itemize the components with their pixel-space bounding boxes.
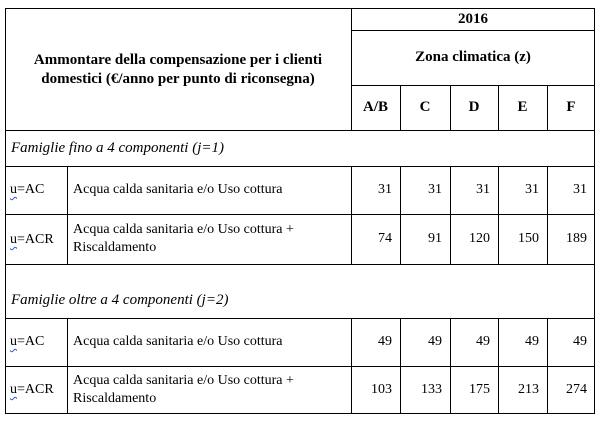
value-cell: 49 xyxy=(573,334,587,349)
value-cell: 133 xyxy=(421,382,442,397)
value-cell: 213 xyxy=(518,382,539,397)
row-code: u=ACR xyxy=(10,232,54,247)
zone-header: D xyxy=(468,99,480,115)
section-label: Famiglie fino a 4 componenti (j=1) xyxy=(11,139,225,156)
value-cell: 74 xyxy=(378,231,392,246)
value-cell: 31 xyxy=(428,182,442,197)
zone-header: F xyxy=(566,99,576,115)
value-cell: 150 xyxy=(518,231,539,246)
value-cell: 31 xyxy=(573,182,587,197)
value-cell: 31 xyxy=(378,182,392,197)
value-cell: 31 xyxy=(525,182,539,197)
year-header: 2016 xyxy=(458,10,488,27)
row-code: u=AC xyxy=(10,334,45,349)
zona-climatica-header: Zona climatica (z) xyxy=(415,49,531,65)
zone-header: C xyxy=(419,99,431,115)
row-description: Acqua calda sanitaria e/o Uso cottura + Riscaldamento xyxy=(73,373,294,406)
row-code: u=ACR xyxy=(10,382,54,397)
section-label: Famiglie oltre a 4 componenti (j=2) xyxy=(11,291,229,308)
table-title: Ammontare della compensazione per i clienti domestici (€/anno per punto di riconsegna) xyxy=(33,52,323,87)
value-cell: 49 xyxy=(525,334,539,349)
value-cell: 49 xyxy=(428,334,442,349)
zone-header: E xyxy=(517,99,528,115)
row-code: u=AC xyxy=(10,182,45,197)
value-cell: 49 xyxy=(378,334,392,349)
value-cell: 49 xyxy=(476,334,490,349)
value-cell: 274 xyxy=(566,382,587,397)
row-description: Acqua calda sanitaria e/o Uso cottura xyxy=(73,182,283,197)
value-cell: 103 xyxy=(371,382,392,397)
value-cell: 175 xyxy=(469,382,490,397)
row-description: Acqua calda sanitaria e/o Uso cottura xyxy=(73,334,283,349)
row-description: Acqua calda sanitaria e/o Uso cottura + Riscaldamento xyxy=(73,222,294,255)
zone-header: A/B xyxy=(362,99,388,115)
rule-row2 xyxy=(5,264,595,265)
value-cell: 91 xyxy=(428,231,442,246)
value-cell: 189 xyxy=(566,231,587,246)
value-cell: 31 xyxy=(476,182,490,197)
value-cell: 120 xyxy=(469,231,490,246)
